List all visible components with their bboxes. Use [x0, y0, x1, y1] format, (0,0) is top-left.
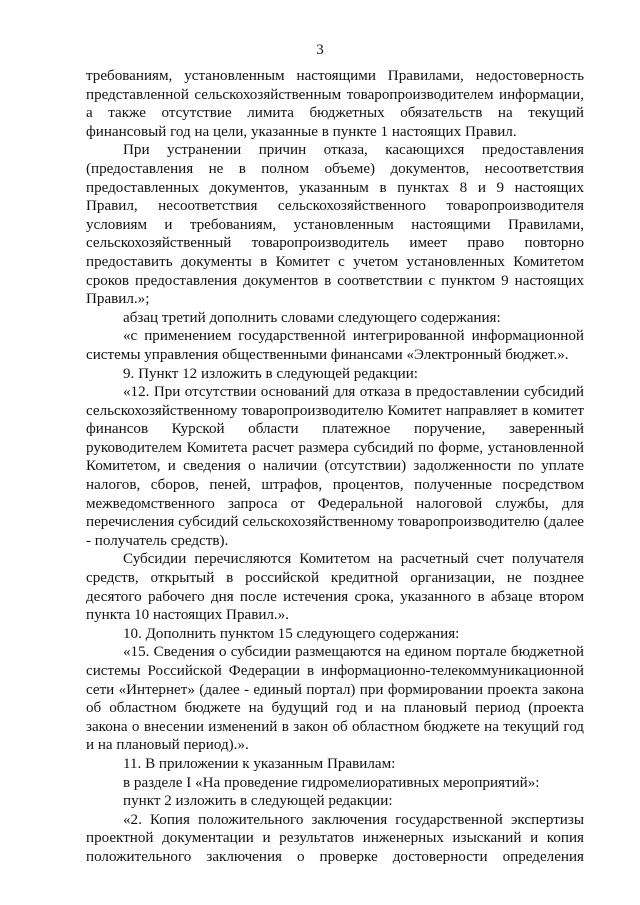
paragraph-item-9: 9. Пункт 12 изложить в следующей редакции: — [123, 365, 418, 382]
paragraph-point-2-edit: пункт 2 изложить в следующей редакции: — [123, 793, 393, 810]
paragraph-electronic-budget: «с применением государственной интегрированной информационной системы управления общественными финансами «Электронный бюджет.». — [86, 328, 584, 363]
paragraph-elimination-of-refusal: При устранении причин отказа, касающихся предоставления (предоставления не в полном объеме) документов, несоответствия предоставленных документов, указанным в пунктах 8 и 9 настоящих Правил, несоответствия сельскохозяйственного товаропроизводителя условиям и требованиям, установленным настоящими Правилами, сельскохозяйственный товаропроизводитель имеет право повторно предоставить документы в Комитет с учетом установленных Комитетом сроков предоставления документов в соответствии с пунктом 9 настоящих Правил.»; — [86, 142, 584, 308]
paragraph-item-15-text: «15. Сведения о субсидии размещаются на едином портале бюджетной системы Российской Федерации в информационно-телекоммуникационной сети «Интернет» (далее - единый портал) при формировании проекта закона об областном бюджете на будущий год и на плановый период (проекта закона о внесении изменений в закон об областном бюджете на текущий год и на плановый период).». — [86, 644, 584, 754]
paragraph-point-2-text: «2. Копия положительного заключения государственной экспертизы проектной документации и результатов инженерных изысканий и копия положительного заключения о проверке достоверности определения — [86, 811, 584, 865]
page-number: 3 — [316, 42, 324, 58]
paragraph-continuation-requirements: требованиям, установленным настоящими Правилами, недостоверность представленной сельскохозяйственным товаропроизводителем информации, а также отсутствие лимита бюджетных обязательств на текущий финансовый год на цели, указанные в пункте 1 настоящих Правил. — [86, 68, 584, 140]
paragraph-item-12-text: «12. При отсутствии оснований для отказа в предоставлении субсидий сельскохозяйственному товаропроизводителю Комитет направляет в комитет финансов Курской области платежное поручение, заверенный руководителем Комитета расчет размера субсидий по форме, установленной Комитетом, и сведения о наличии (отсутствии) задолженности по уплате налогов, сборов, пеней, штрафов, процентов, полученные посредством межведомственного запроса от Федеральной налоговой службы, для перечисления субсидий сельскохозяйственному товаропроизводителю (далее - получатель средств). — [86, 384, 584, 549]
paragraph-item-11: 11. В приложении к указанным Правилам: — [123, 755, 396, 772]
document-body — [86, 67, 584, 867]
paragraph-subsidy-transfer: Субсидии перечисляются Комитетом на расчетный счет получателя средств, открытый в российской кредитной организации, не позднее десятого рабочего дня после истечения срока, указанного в абзаце втором пункта 10 настоящих Правил.». — [86, 551, 584, 624]
paragraph-item-10: 10. Дополнить пунктом 15 следующего содержания: — [123, 625, 460, 642]
paragraph-section-i: в разделе I «На проведение гидромелиоративных мероприятий»: — [123, 774, 540, 791]
paragraph-third-abzac-addition: абзац третий дополнить словами следующего содержания: — [123, 309, 501, 326]
